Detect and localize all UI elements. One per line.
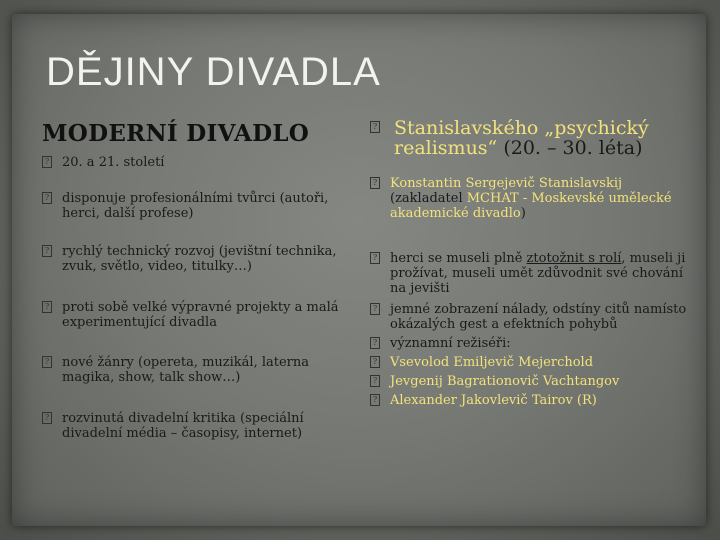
list-item: ? 20. a 21. století xyxy=(42,155,360,170)
right-heading: ? Stanislavského „psychický realismus“ (20. – 30. léta) xyxy=(370,118,688,158)
list-item: ? Jevgenij Bagrationovič Vachtangov xyxy=(370,374,688,389)
bullet-icon: ? xyxy=(42,192,52,204)
bullet-icon: ? xyxy=(370,177,380,189)
bullet-icon: ? xyxy=(370,252,380,264)
list-item: ? disponuje profesionálními tvůrci (autoři, herci, další profese) xyxy=(42,191,360,221)
list-item: ? nové žánry (opereta, muzikál, laterna magika, show, talk show…) xyxy=(42,355,360,385)
list-item: ? Konstantin Sergejevič Stanislavskij (zakladatel MCHAT - Moskevské umělecké akademické divadlo) xyxy=(370,176,688,221)
left-column xyxy=(42,120,360,441)
left-heading: MODERNÍ DIVADLO xyxy=(42,120,310,147)
list-item: ? rychlý technický rozvoj (jevištní technika, zvuk, světlo, video, titulky…) xyxy=(42,244,360,274)
bullet-icon: ? xyxy=(42,245,52,257)
slide-title: DĚJINY DIVADLA xyxy=(46,50,381,94)
list-item: ? herci se museli plně ztotožnit s rolí, museli ji prožívat, museli umět zdůvodnit své chování na jevišti xyxy=(370,251,688,296)
bullet-icon: ? xyxy=(370,121,380,133)
bullet-icon: ? xyxy=(370,375,380,387)
list-item: ? Alexander Jakovlevič Tairov (R) xyxy=(370,393,688,408)
list-item: ? proti sobě velké výpravné projekty a malá experimentující divadla xyxy=(42,300,360,330)
bullet-icon: ? xyxy=(42,301,52,313)
bullet-icon: ? xyxy=(370,303,380,315)
bullet-icon: ? xyxy=(370,394,380,406)
list-item: ? jemné zobrazení nálady, odstíny citů namísto okázalých gest a efektních pohybů xyxy=(370,302,688,332)
list-item: ? Vsevolod Emiljevič Mejerchold xyxy=(370,355,688,370)
left-list xyxy=(42,155,360,441)
list-item: ? významní režiséři: xyxy=(370,336,688,351)
bullet-icon: ? xyxy=(42,156,52,168)
bullet-icon: ? xyxy=(42,356,52,368)
bullet-icon: ? xyxy=(370,337,380,349)
right-column xyxy=(370,118,688,410)
bullet-icon: ? xyxy=(42,412,52,424)
bullet-icon: ? xyxy=(370,356,380,368)
list-item: ? rozvinutá divadelní kritika (speciální divadelní média – časopisy, internet) xyxy=(42,411,360,441)
right-list xyxy=(370,176,688,408)
